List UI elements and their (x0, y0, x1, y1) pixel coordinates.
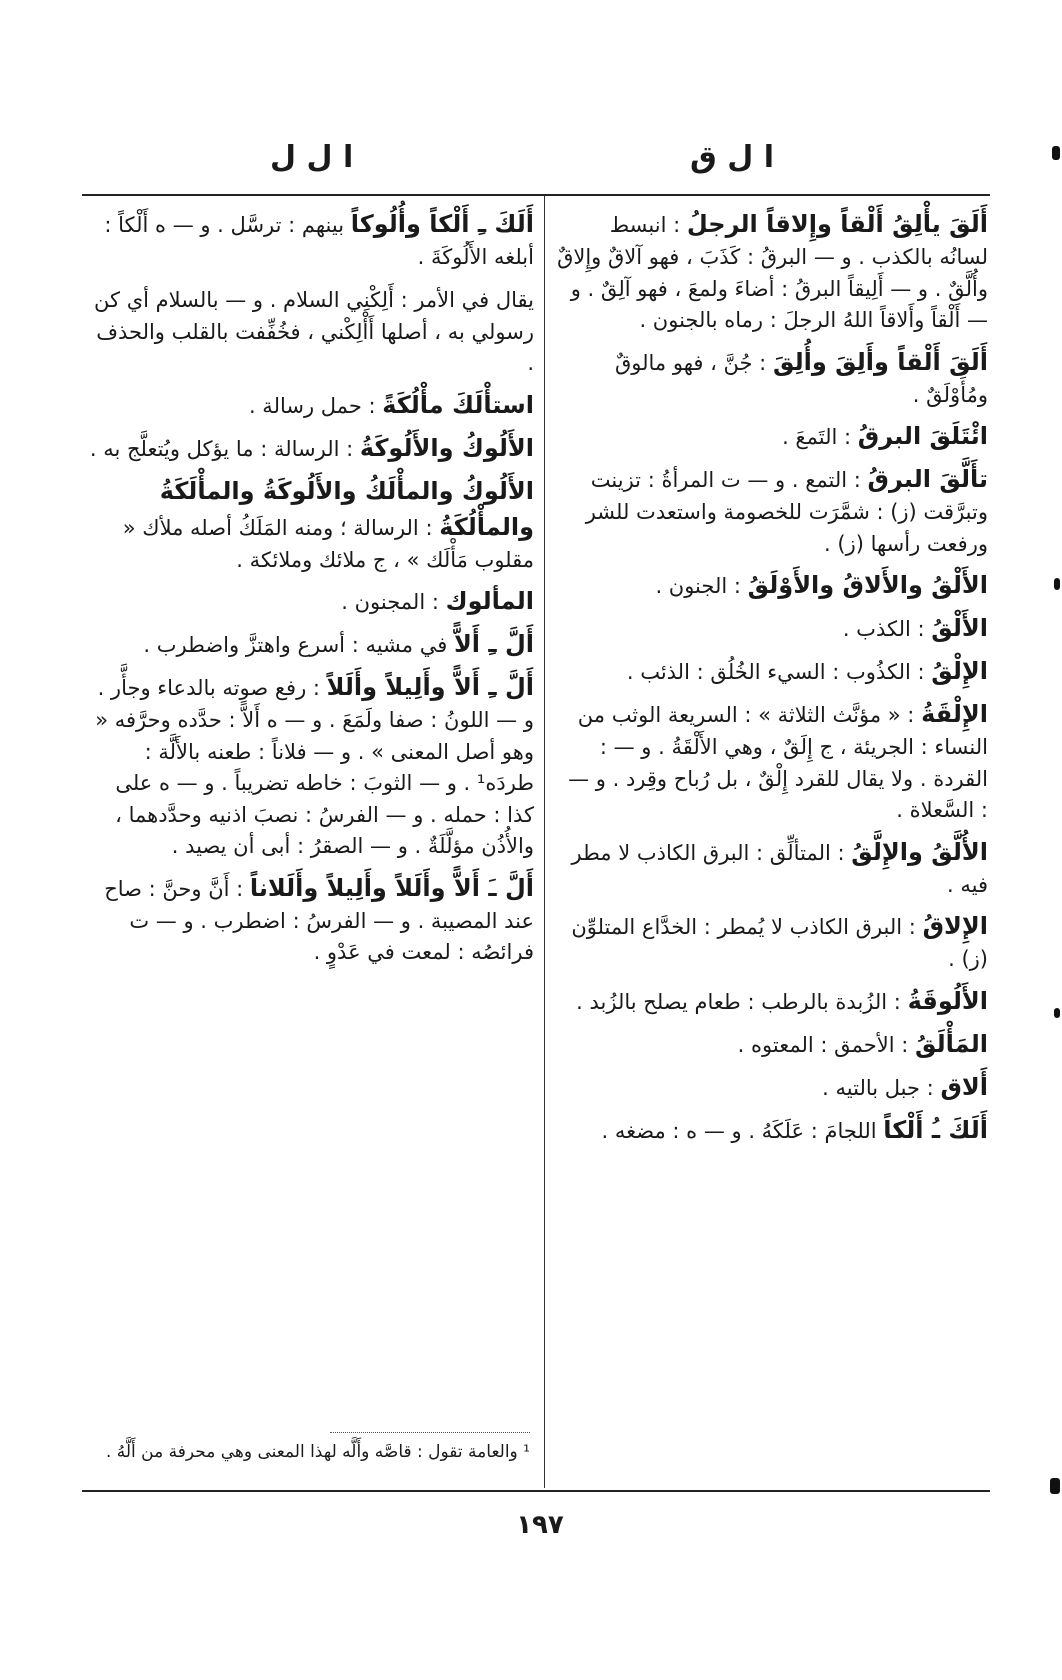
headword: الإِلْقَةُ (921, 700, 988, 728)
entry (86, 870, 534, 969)
definition: : التَمعَ . (782, 425, 852, 449)
entry (556, 1069, 988, 1105)
entry (556, 610, 988, 646)
definition: : جبل بالتيه . (822, 1075, 934, 1100)
definition: : رفع صوته بالدعاء وجأَّر . و — اللونُ : صفا ولَمَعَ . و — ه أَلاًّ : حدَّده وحرَّفه « وهو أصل المعنى » . و — فلاناً : طعنه بالأَلَّة : طردَه¹ . و — الثوبَ : خاطه تضريباً . و — ه على كذا : حمله . و — الفرسُ : نصبَ اذنيه وحدَّدهما ، والأُذُن مؤلَّلَةٌ . و — الصقرُ : أبى أن يصيد . (95, 676, 534, 858)
scan-edge-mark (1052, 146, 1060, 160)
entry (86, 583, 534, 619)
headword: أَلَكَ ـُ أَلْكاً (883, 1115, 988, 1144)
headword: الأُلَّقُ والإِلَّقُ (851, 837, 988, 866)
entry (556, 206, 988, 337)
entry (556, 567, 988, 603)
left-column (86, 206, 534, 976)
entry (556, 653, 988, 689)
entry (86, 669, 534, 863)
headword: المألوك (445, 587, 534, 615)
footnote: ¹ والعامة تقول : قاصَّه وأَلَّه لهذا المعنى وهي محرفة من أَلَّهُ . (105, 1442, 530, 1462)
headword: استأْلَكَ مأْلُكَةً (382, 390, 534, 419)
headword: أَلَّ ـِ أَلاًّ (453, 630, 534, 658)
headword: تأَلَّقَ البرقُ (867, 465, 988, 493)
definition: : التمع . و — ت المرأةُ : تزينت وتبرَّقت (ز) : شمَّرَت للخصومة واستعدت للشر ورفعت رأسها (ز) . (585, 468, 988, 556)
headword: الإِلاقُ (922, 912, 988, 940)
headword: الأَلُوكُ والمأْلَكُ والأَلُوكَةُ والمأْلَكَةُ والمأْلُكَةُ (159, 476, 534, 541)
definition: : حمل رسالة . (248, 393, 376, 418)
headword: ائْتَلَقَ البرقُ (857, 422, 988, 450)
definition: يقال في الأمر : أَلِكْنِي السلام . و — بالسلام أي كن رسولي به ، أصلها أَأْلِكْني ، فخُفِّفت بالقلب والحذف . (94, 287, 534, 375)
headword: أَلَقَ يأْلِقُ أَلْقاً وإِلاقاً الرجلُ (686, 210, 988, 238)
right-column (556, 206, 988, 1155)
entry (556, 908, 988, 976)
entry (556, 344, 988, 412)
entry (556, 1026, 988, 1062)
definition: : أَنَّ وحنَّ : صاح عند المصيبة . و — الفرسُ : اضطرب . و — ت فرائصُه : لمعت في عَدْوٍ . (104, 876, 534, 964)
entry (556, 696, 988, 827)
definition: : « مؤنَّث الثلاثة » : السريعة الوثب من النساء : الجريئة ، ج إِلَقٌ ، وهي الأَلْقَةُ . و — : القردة . ولا يقال للقرد إِلْقٌ ، بل رُباح وقِرد . و — : السَّعلاة . (568, 703, 988, 822)
entry (86, 387, 534, 423)
definition: : الرسالة ؛ ومنه المَلَكُ أصله ملأك « مقلوب مَأْلَك » ، ج ملائك وملائكة . (122, 515, 534, 572)
scan-edge-mark (1050, 1478, 1060, 1494)
entry (556, 834, 988, 902)
definition: بينهم : ترسَّل . و — ه أَلْكاً : أبلغه الأَلُوكَةَ . (104, 213, 534, 269)
definition: : انبسط لسانُه بالكذب . و — البرقُ : كَذَبَ ، فهو آلاقٌ وإِلاقٌ وأُلَّقٌ . و — أَلِيقاً البرقُ : أضاءَ ولمعَ ، فهو آلِقٌ . و — أَلْقاً وأَلاقاً اللهُ الرجلَ : رماه بالجنون . (557, 213, 988, 332)
headword: أَلَكَ ـِ أَلْكاً وأُلُوكاً (350, 210, 534, 238)
definition: : الزُبدة بالرطب : طعام يصلح بالزُبد . (576, 989, 901, 1014)
scan-edge-mark (1054, 578, 1060, 590)
definition: : البرق الكاذب لا يُمطر : الخدَّاع المتلوِّن (ز) . (571, 915, 988, 971)
definition: : الرسالة : ما يؤكل ويُتعلَّج به . (89, 436, 354, 461)
entry (556, 461, 988, 560)
definition: : الجنون . (655, 574, 741, 598)
headword: الأَلْقُ (931, 614, 988, 642)
entry (86, 473, 534, 577)
definition: : المجنون . (341, 590, 439, 614)
entry (86, 206, 534, 274)
headword: المَأْلَقُ (915, 1029, 988, 1058)
scan-edge-mark (1054, 1008, 1060, 1018)
headword: الأَلُوقَةُ (907, 986, 988, 1015)
top-rule (82, 194, 990, 196)
running-header-right: ا ل ق (690, 140, 775, 175)
definition: : الكذب . (842, 617, 925, 641)
entry (86, 626, 534, 662)
entry (556, 983, 988, 1019)
entry (86, 430, 534, 466)
definition: اللجامَ : عَلَكَهُ . و — ه : مضغه . (601, 1118, 877, 1143)
headword: الأَلُوكُ والأَلُوكَةُ (359, 433, 534, 462)
definition: : المتألِّق : البرق الكاذب لا مطر فيه . (571, 840, 988, 897)
entry (86, 281, 534, 380)
headword: أَلاق (940, 1072, 988, 1101)
entry (556, 1112, 988, 1148)
headword: أَلَّ ـَ أَلاًّ وأَلَلاً وأَلِيلاً وأَلَلاناً (249, 873, 534, 902)
footnote-separator (330, 1432, 530, 1434)
headword: أَلَّ ـِ أَلاًّ وأَلِيلاً وأَلَلاً (326, 673, 534, 701)
headword: الإِلْقُ (931, 657, 988, 685)
column-divider (544, 196, 545, 1488)
definition: في مشيه : أسرع واهتزَّ واضطرب . (143, 633, 448, 657)
definition: : جُنَّ ، فهو مالوقٌ ومُأَوْلَقٌ . (614, 350, 988, 407)
running-header-left: ا ل ل (270, 140, 354, 175)
entry (556, 418, 988, 454)
definition: : الكذُوب : السيء الخُلُق : الذئب . (626, 660, 925, 684)
definition: : الأحمق : المعتوه . (737, 1032, 909, 1057)
headword: أَلَقَ أَلْقاً وأَلِقَ وأُلِقَ (772, 347, 988, 376)
bottom-rule (82, 1490, 990, 1492)
page-number: ١٩٧ (516, 1510, 564, 1540)
headword: الأَلْقُ والأَلاقُ والأَوْلَقُ (747, 571, 988, 599)
